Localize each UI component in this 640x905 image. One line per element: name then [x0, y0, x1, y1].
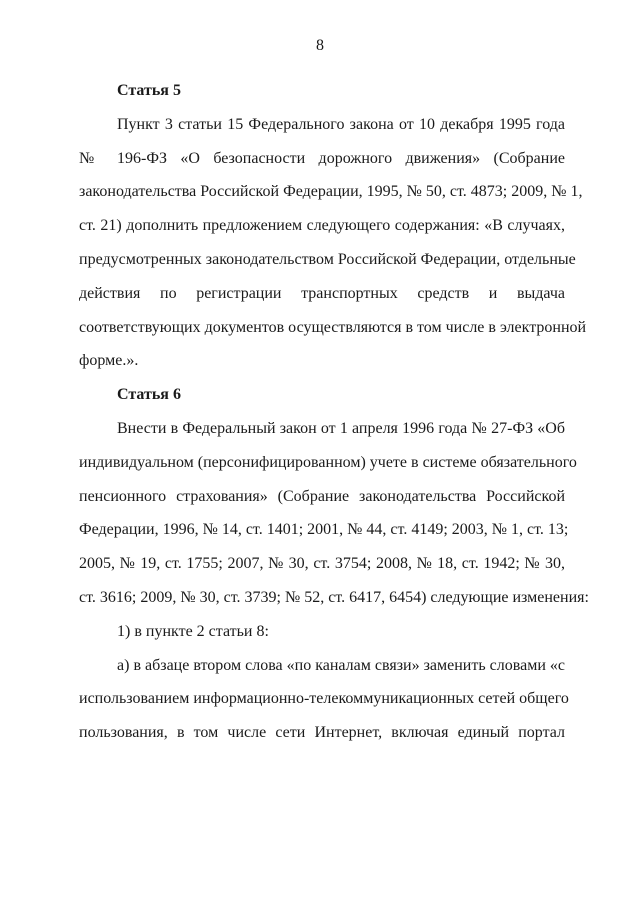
text-line: Пункт 3 статьи 15 Федерального закона от 10 декабря 1995 года [117, 115, 565, 133]
text-line: использованием информационно-телекоммуникационных сетей общего [79, 690, 569, 708]
article-5-paragraph [79, 108, 587, 378]
subitem-a-paragraph [79, 649, 569, 750]
document-body [79, 74, 589, 750]
text-line: пенсионного страхования» (Собрание законодательства Российской [79, 487, 565, 505]
text-line: 2005, № 19, ст. 1755; 2007, № 30, ст. 3754; 2008, № 18, ст. 1942; № 30, [79, 555, 565, 573]
text-line: № 196-ФЗ «О безопасности дорожного движения» (Собрание [79, 149, 565, 167]
text-line: индивидуальном (персонифицированном) учете в системе обязательного [79, 453, 577, 471]
article-heading: Статья 6 [117, 386, 181, 404]
text-line: предусмотренных законодательством Российской Федерации, отдельные [79, 250, 576, 268]
article-6 [79, 378, 589, 750]
article-heading: Статья 5 [117, 82, 181, 99]
text-line: форме.». [79, 352, 139, 370]
text-line: соответствующих документов осуществляются в том числе в электронной [79, 318, 587, 336]
text-line: законодательства Российской Федерации, 1995, № 50, ст. 4873; 2009, № 1, [79, 183, 583, 201]
article-5 [79, 74, 587, 378]
item-1-paragraph [79, 615, 565, 649]
text-line: 1) в пункте 2 статьи 8: [117, 622, 269, 640]
text-line: Внести в Федеральный закон от 1 апреля 1996 года № 27-ФЗ «Об [117, 419, 565, 437]
text-line: Федерации, 1996, № 14, ст. 1401; 2001, № 44, ст. 4149; 2003, № 1, ст. 13; [79, 521, 569, 539]
page-number: 8 [316, 37, 324, 54]
text-line: пользования, в том числе сети Интернет, включая единый портал [79, 724, 565, 742]
text-line: ст. 3616; 2009, № 30, ст. 3739; № 52, ст. 6417, 6454) следующие изменения: [79, 588, 589, 606]
article-6-intro-paragraph [79, 412, 589, 615]
text-line: а) в абзаце втором слова «по каналам связи» заменить словами «с [117, 656, 565, 674]
text-line: ст. 21) дополнить предложением следующего содержания: «В случаях, [79, 217, 565, 235]
text-line: действия по регистрации транспортных средств и выдача [79, 284, 565, 302]
